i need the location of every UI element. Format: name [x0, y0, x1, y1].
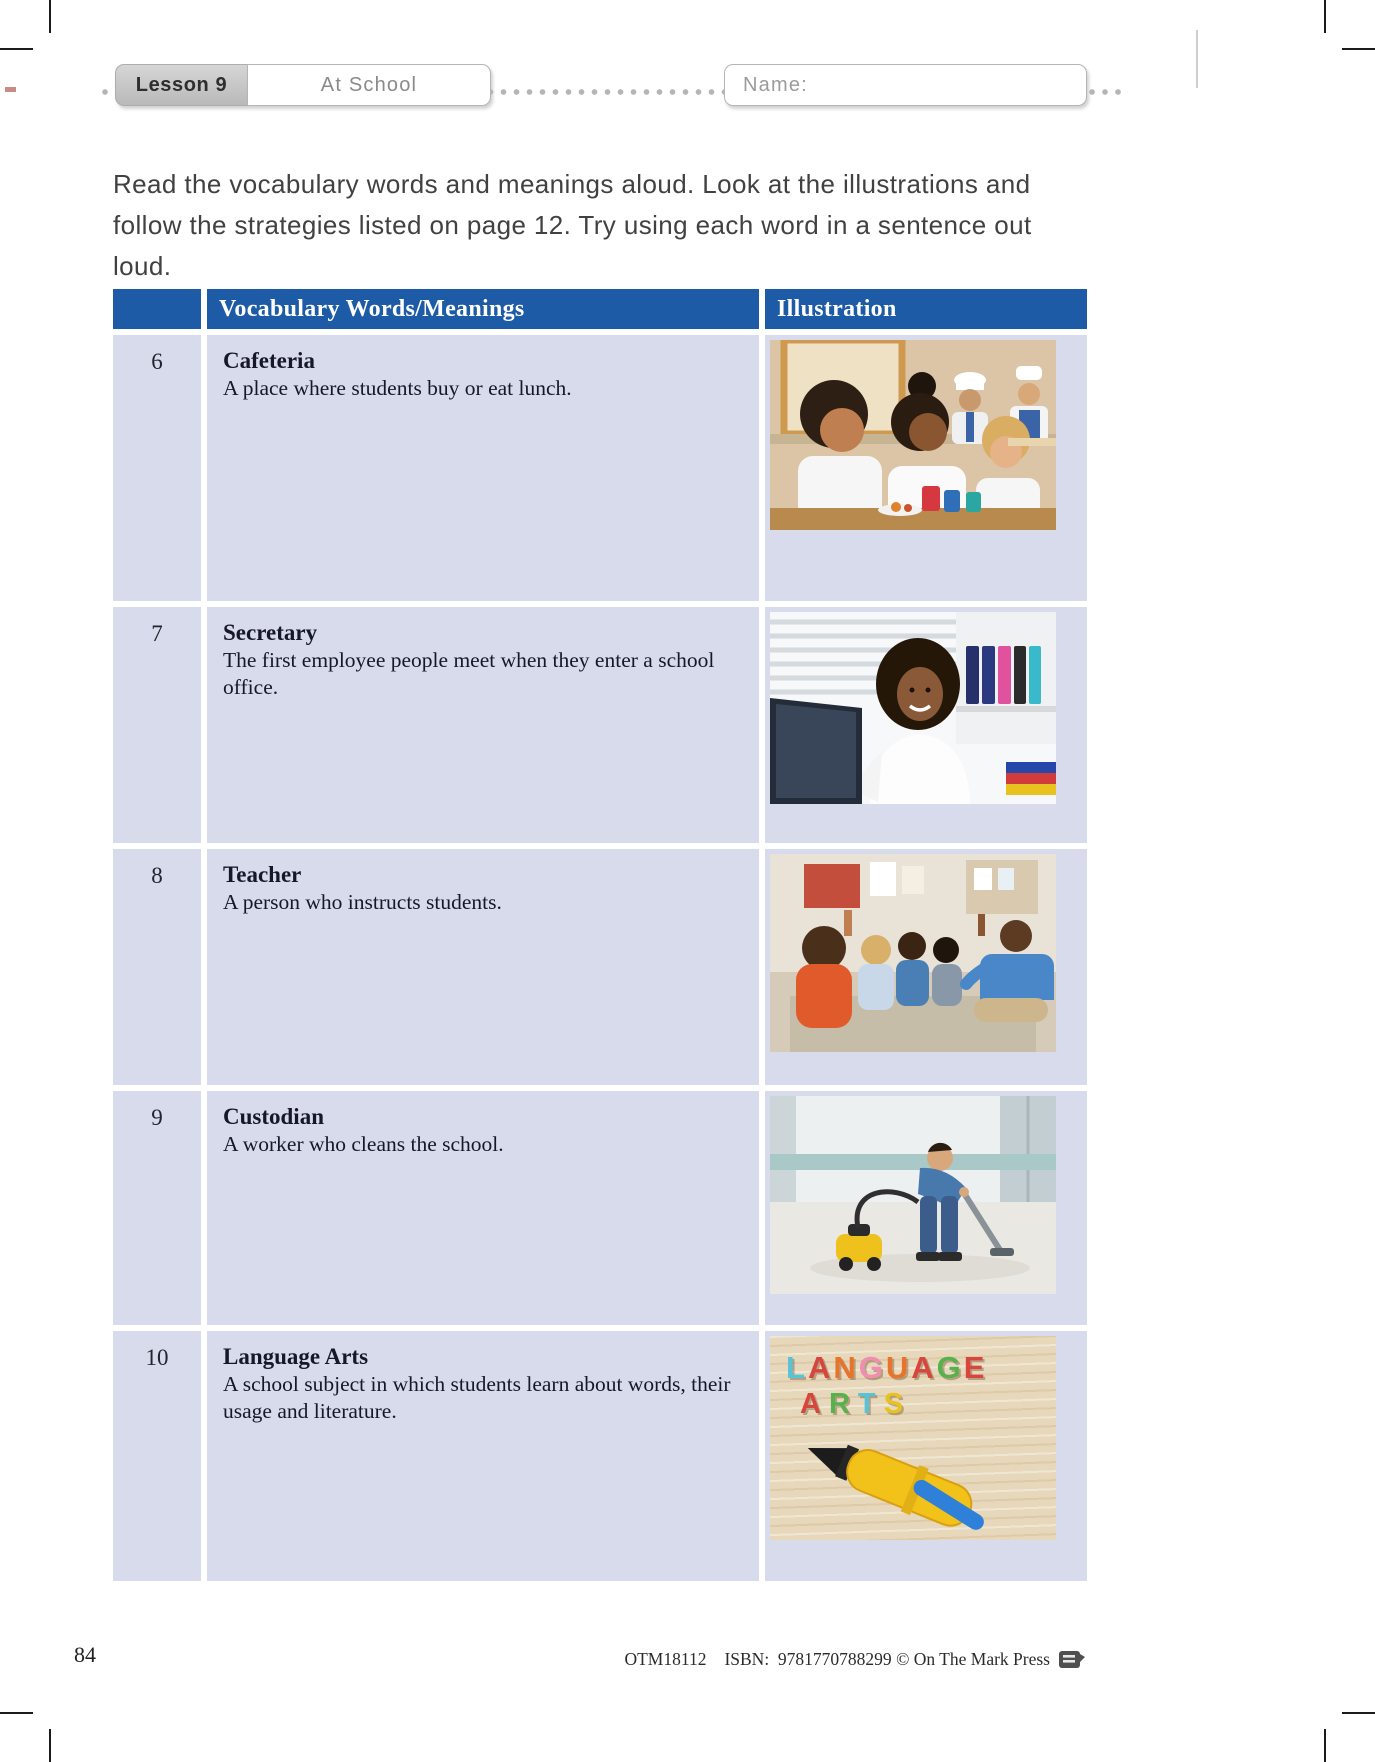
- vocab-meaning: The first employee people meet when they enter a school office.: [223, 648, 715, 699]
- illustration-cell: [765, 607, 1087, 843]
- vocab-word: Custodian: [223, 1104, 324, 1129]
- name-field: [724, 64, 1087, 106]
- language-arts-word-arts: ARTS: [800, 1388, 911, 1420]
- table-row: [207, 607, 759, 843]
- illustration-cell: [765, 1331, 1087, 1581]
- crop-mark-top-right-h: [1342, 48, 1375, 50]
- pen-icon: [792, 1434, 1032, 1540]
- lesson-label: Lesson 9: [135, 73, 228, 96]
- row-number: 8: [113, 849, 201, 1085]
- table-row: [207, 1091, 759, 1325]
- table-row: [207, 1331, 759, 1581]
- vocab-meaning: A place where students buy or eat lunch.: [223, 376, 572, 400]
- registration-dash: [5, 87, 16, 92]
- vocab-word: Secretary: [223, 620, 318, 645]
- crop-mark-bottom-right-v: [1324, 1729, 1326, 1762]
- footer-page-number: 84: [74, 1642, 96, 1667]
- table-row: [207, 335, 759, 601]
- crop-mark-bottom-left-h: [0, 1712, 33, 1714]
- footer-code: OTM18112: [624, 1648, 707, 1669]
- footer-copyright: © On The Mark Press: [896, 1648, 1050, 1669]
- scan-artifact-line: [1196, 30, 1198, 88]
- table-header-vocabulary: Vocabulary Words/Meanings: [207, 289, 759, 329]
- vocab-word: Cafeteria: [223, 348, 315, 373]
- instructions-text: Read the vocabulary words and meanings aloud. Look at the illustrations and follow the strategies listed on page 12. Try using each word in a sentence out loud.: [113, 169, 1032, 281]
- secretary-photo: [770, 612, 1056, 804]
- vocab-meaning: A person who instructs students.: [223, 890, 502, 914]
- custodian-photo: [770, 1096, 1056, 1294]
- footer-isbn: ISBN: 9781770788299: [724, 1648, 892, 1669]
- crop-mark-bottom-right-h: [1342, 1712, 1375, 1714]
- language-arts-word-language: LANGUAGE: [786, 1350, 988, 1385]
- vocab-word: Language Arts: [223, 1344, 369, 1369]
- vocabulary-table: [113, 289, 1087, 1581]
- table-header-number: [113, 289, 201, 329]
- row-number: 10: [113, 1331, 201, 1581]
- press-logo-icon: [1058, 1648, 1085, 1670]
- teacher-photo: [770, 854, 1056, 1052]
- crop-mark-top-right-v: [1324, 0, 1326, 33]
- lesson-tab: [115, 64, 247, 106]
- crop-mark-top-left-v: [49, 0, 51, 33]
- language-arts-photo: [770, 1336, 1056, 1540]
- crop-mark-top-left-h: [0, 48, 33, 50]
- vocab-meaning: A worker who cleans the school.: [223, 1132, 504, 1156]
- row-number: 7: [113, 607, 201, 843]
- lesson-title: At School: [320, 73, 418, 96]
- dotted-line-left: [95, 88, 115, 96]
- illustration-cell: [765, 849, 1087, 1085]
- footer-publisher-info: [624, 1648, 1085, 1670]
- illustration-cell: [765, 335, 1087, 601]
- illustration-cell: [765, 1091, 1087, 1325]
- row-number: 9: [113, 1091, 201, 1325]
- cafeteria-photo: [770, 340, 1056, 530]
- dotted-line-right: [1087, 88, 1123, 96]
- vocab-word: Teacher: [223, 862, 302, 887]
- name-label: Name:: [743, 73, 808, 96]
- table-row: [207, 849, 759, 1085]
- table-header-illustration: Illustration: [765, 289, 1087, 329]
- crop-mark-bottom-left-v: [49, 1729, 51, 1762]
- dotted-line-middle: [491, 88, 724, 96]
- row-number: 6: [113, 335, 201, 601]
- page-header: [95, 64, 1123, 106]
- vocab-meaning: A school subject in which students learn about words, their usage and literature.: [223, 1372, 731, 1423]
- lesson-title-box: [247, 64, 491, 106]
